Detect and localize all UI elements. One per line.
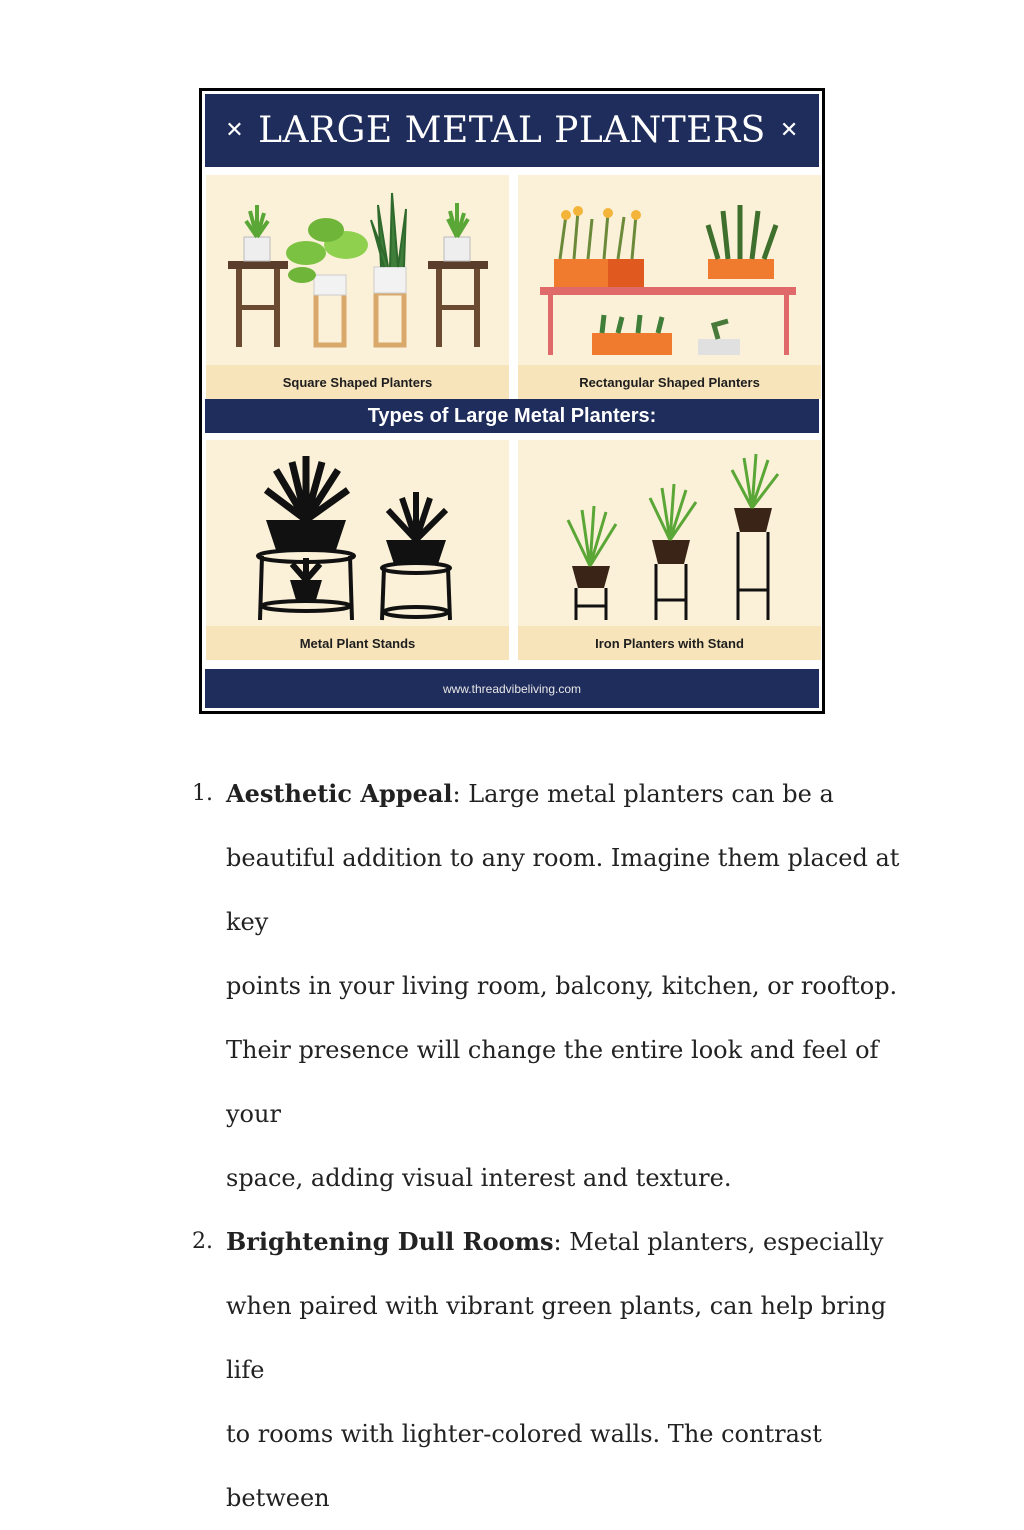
panel-metal-plant-stands — [206, 440, 509, 660]
ornament-icon: ✕ — [225, 118, 245, 143]
rectangular-planters-illustration — [518, 175, 821, 365]
list-item-line: beautiful addition to any room. Imagine them placed at key — [226, 844, 900, 936]
panel-square-planters — [206, 175, 509, 399]
infographic-footer-bar — [205, 669, 819, 708]
list-item-line: to rooms with lighter-colored walls. The contrast between — [226, 1420, 822, 1512]
list-item — [192, 1210, 912, 1530]
panel-iron-planters-with-stand — [518, 440, 821, 660]
list-item-line: : Large metal planters can be a — [452, 780, 834, 808]
metal-plant-stands-illustration — [206, 440, 509, 626]
article-body — [192, 762, 912, 1530]
list-item-line: : Metal planters, especially — [553, 1228, 884, 1256]
list-item-title: Brightening Dull Rooms — [226, 1227, 554, 1256]
panel-label: Metal Plant Stands — [206, 626, 509, 660]
infographic-footer-url: www.threadvibeliving.com — [442, 681, 582, 696]
list-item-number: 2. — [192, 1229, 213, 1254]
infographic-title-bar — [205, 94, 819, 167]
ornament-icon: ✕ — [779, 118, 799, 143]
list-item-line: points in your living room, balcony, kitchen, or rooftop. — [226, 972, 898, 1000]
panel-label: Square Shaped Planters — [206, 365, 509, 399]
list-item-number: 1. — [192, 781, 213, 806]
list-item-line: when paired with vibrant green plants, can help bring life — [226, 1292, 887, 1384]
benefits-list — [192, 762, 912, 1530]
infographic-subtitle: Types of Large Metal Planters: — [367, 404, 657, 427]
iron-planters-illustration — [518, 440, 821, 626]
list-item-line: space, adding visual interest and texture. — [226, 1164, 732, 1192]
panel-rectangular-planters — [518, 175, 821, 399]
list-item-title: Aesthetic Appeal — [226, 779, 453, 808]
infographic-subtitle-bar — [205, 399, 819, 433]
list-item — [192, 762, 912, 1210]
panel-label: Rectangular Shaped Planters — [518, 365, 821, 399]
infographic-title: LARGE METAL PLANTERS — [258, 110, 766, 151]
planters-infographic — [199, 88, 825, 714]
list-item-line: Their presence will change the entire look and feel of your — [226, 1036, 879, 1128]
panel-label: Iron Planters with Stand — [518, 626, 821, 660]
square-planters-illustration — [206, 175, 509, 365]
